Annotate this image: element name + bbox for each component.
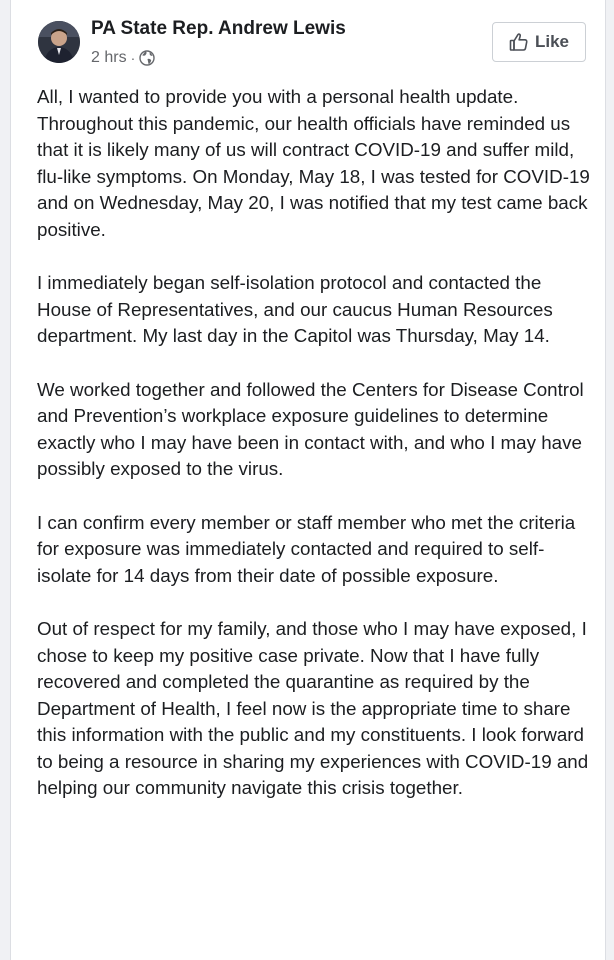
author-avatar[interactable] <box>38 21 80 63</box>
post-paragraph: Out of respect for my family, and those who I may have exposed, I chose to keep my positive case private. Now that I have fully recovered and completed the quarantine as required by the Department of Health, I feel now is the appropriate time to share this information with the public and my constituents. I look forward to being a resource in sharing my experiences with COVID-19 and helping our community navigate this crisis together. <box>37 618 589 798</box>
post-paragraph: We worked together and followed the Centers for Disease Control and Prevention’s workplace exposure guidelines to determine exactly who I may have been in contact with, and who I may have possibly exposed to the virus. <box>37 378 584 479</box>
post-card <box>10 0 606 960</box>
post-timestamp[interactable]: 2 hrs <box>91 49 127 66</box>
post-paragraph: I immediately began self-isolation protocol and contacted the House of Representatives, and our caucus Human Resources department. My last day in the Capitol was Thursday, May 14. <box>37 272 553 346</box>
post-body <box>37 84 597 829</box>
post-paragraph: I can confirm every member or staff member who met the criteria for exposure was immediately contacted and required to self-isolate for 14 days from their date of possible exposure. <box>37 511 576 586</box>
like-button[interactable] <box>492 22 586 62</box>
like-label: Like <box>534 32 570 51</box>
globe-icon <box>139 50 155 66</box>
post-meta <box>91 49 155 67</box>
author-name[interactable]: PA State Rep. Andrew Lewis <box>91 18 346 39</box>
meta-separator: · <box>130 50 136 66</box>
thumbs-up-icon <box>509 32 529 52</box>
post-paragraph: All, I wanted to provide you with a personal health update. Throughout this pandemic, our health officials have reminded us that it is likely many of us will contract COVID-19 and suffer mild, flu-like symptoms. On Monday, May 18, I was tested for COVID-19 and on Wednesday, May 20, I was notified that my test came back positive. <box>37 86 590 240</box>
